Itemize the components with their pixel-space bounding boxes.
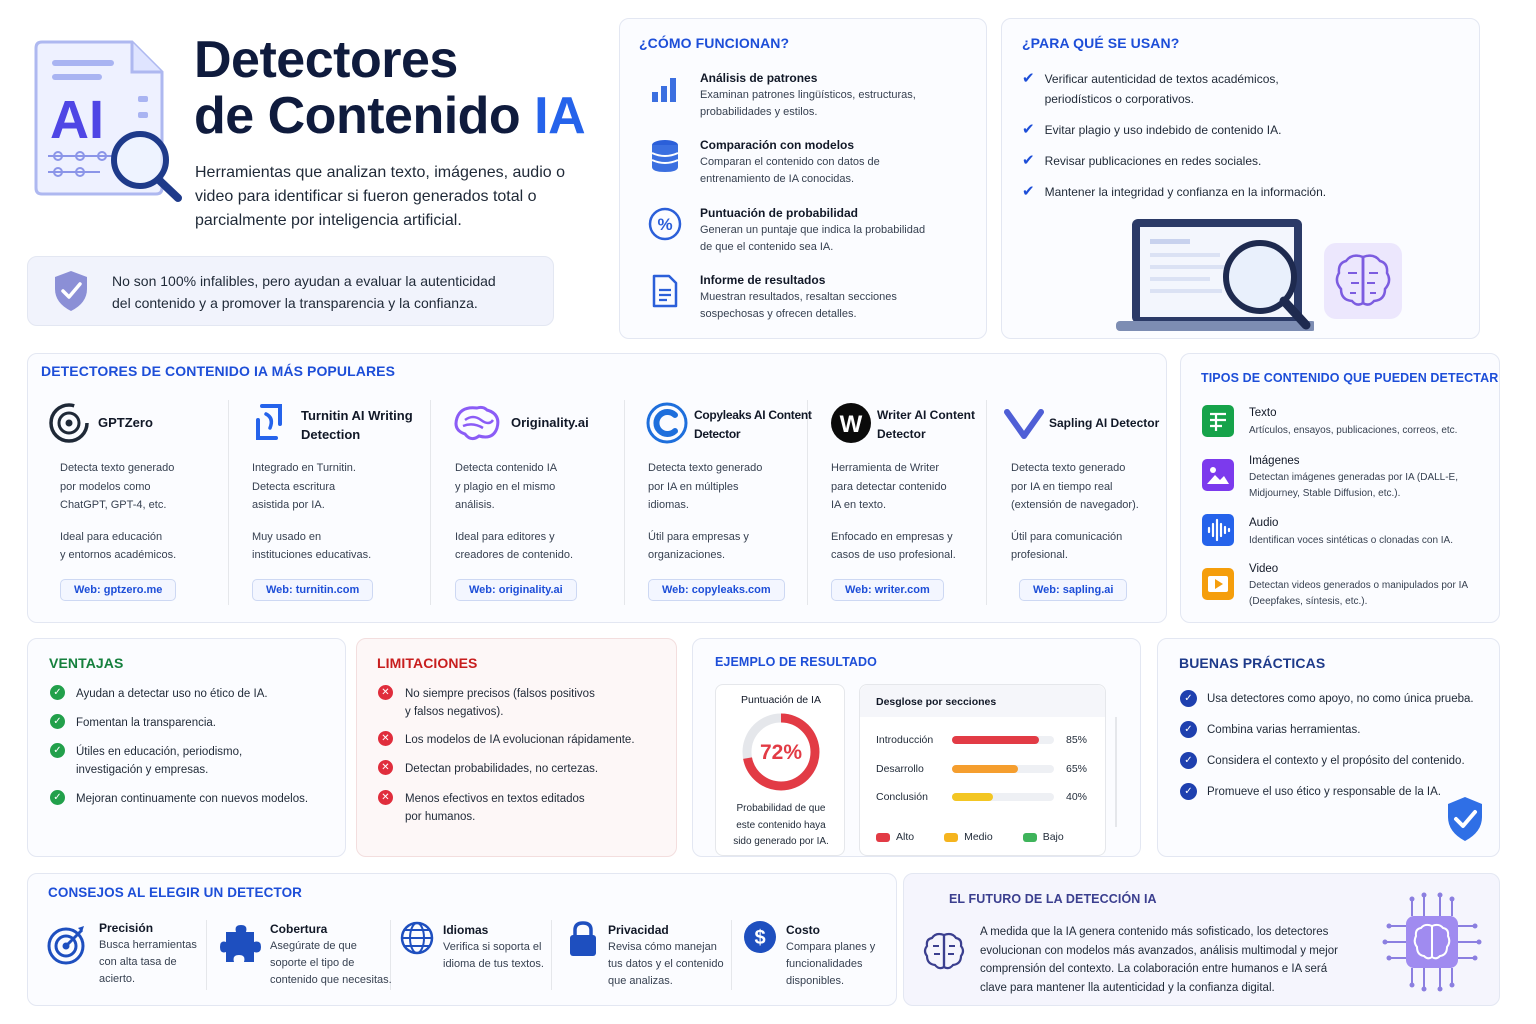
best-line: Usa detectores como apoyo, no como única prueba. [1207, 692, 1474, 705]
tool-desc-line: asistida por IA. [252, 499, 325, 511]
type-line: Midjourney, Stable Diffusion, etc.). [1249, 488, 1401, 499]
how-item [700, 272, 897, 323]
popular-title: DETECTORES DE CONTENIDO IA MÁS POPULARES [41, 363, 396, 379]
web-link-gptzero[interactable]: Web: gptzero.me [60, 579, 176, 601]
type-item [1249, 405, 1457, 439]
pros-item [50, 790, 308, 808]
web-link-originality[interactable]: Web: originality.ai [455, 579, 577, 601]
how-it-works-card [619, 18, 987, 339]
pros-item [50, 685, 268, 703]
copyleaks-logo-icon [646, 402, 688, 444]
tool-use-line: Útil para empresas y [648, 530, 749, 543]
web-link-sapling[interactable]: Web: sapling.ai [1019, 579, 1127, 601]
how-item-line: Comparan el contenido con datos de [700, 156, 880, 168]
how-item [700, 137, 880, 188]
green-check-icon: ✓ [50, 743, 65, 758]
breakdown-bar-fill [952, 765, 1018, 773]
uses-item [1022, 151, 1261, 171]
tip-title: Idiomas [443, 923, 489, 937]
advantages-card [27, 638, 346, 857]
best-item [1180, 783, 1441, 800]
tool-desc-line: para detectar contenido [831, 480, 947, 493]
tool-use-line: casos de uso profesional. [831, 549, 956, 561]
cons-title: LIMITACIONES [377, 655, 478, 671]
pros-title: VENTAJAS [49, 655, 124, 671]
tool-use-line: Útil para comunicación [1011, 530, 1123, 543]
uses-item [1022, 182, 1326, 202]
example-title: EJEMPLO DE RESULTADO [715, 655, 877, 669]
pros-line: Útiles en educación, periodismo, [76, 746, 243, 758]
tool-name [694, 406, 812, 444]
type-item [1249, 515, 1453, 549]
how-title: ¿CÓMO FUNCIONAN? [639, 35, 790, 51]
tool-name-line: Turnitin AI Writing [301, 408, 413, 423]
pros-item [50, 743, 242, 779]
legend [876, 831, 1064, 843]
how-item-line: Generan un puntaje que indica la probabilidad [700, 224, 926, 236]
hero-description-line: video para identificar si fueron generados total o [195, 188, 537, 205]
hero-description-line: parcialmente por inteligencia artificial. [195, 212, 462, 229]
web-link-turnitin[interactable]: Web: turnitin.com [252, 579, 373, 601]
tip-line: tus datos y el contenido [608, 958, 724, 970]
checkmark-icon: ✔ [1022, 152, 1035, 169]
tip-item [443, 922, 544, 973]
text-doc-icon [1202, 405, 1234, 437]
future-text [980, 923, 1338, 997]
tip-title: Precisión [99, 921, 154, 935]
tool-desc-line: Detecta texto generado [1011, 462, 1126, 474]
types-title: TIPOS DE CONTENIDO QUE PUEDEN DETECTAR [1201, 371, 1499, 385]
tool-desc-line: Detecta texto generado [648, 462, 763, 474]
how-item-title: Análisis de patrones [700, 71, 818, 85]
tool-use-line: Muy usado en [252, 530, 322, 543]
pros-line: Fomentan la transparencia. [76, 717, 216, 729]
type-line: (Deepfakes, síntesis, etc.). [1249, 596, 1368, 607]
type-line: Artículos, ensayos, publicaciones, correos, etc. [1249, 425, 1458, 436]
legend-label: Bajo [1042, 831, 1064, 843]
tip-line: acierto. [99, 973, 136, 985]
panel-divider [1115, 717, 1117, 827]
cons-line: Menos efectivos en textos editados [405, 793, 585, 805]
tool-use-line: organizaciones. [648, 549, 726, 561]
future-card [903, 873, 1500, 1006]
breakdown-panel [859, 684, 1106, 856]
tip-line: funcionalidades [786, 958, 863, 970]
tool-desc-line: Herramienta de Writer [831, 462, 939, 474]
tool-desc-line: ChatGPT, GPT-4, etc. [60, 499, 167, 511]
tool-desc-line: Detecta escritura [252, 480, 336, 493]
legend-item [1023, 831, 1064, 843]
type-item [1249, 561, 1468, 610]
tool-name [511, 414, 589, 432]
tip-item [270, 921, 392, 989]
tool-name [98, 414, 153, 432]
breakdown-value: 85% [1066, 734, 1088, 746]
how-item-line: de que el contenido sea IA. [700, 241, 834, 253]
tip-line: que analizas. [608, 975, 673, 987]
originality-logo-icon [453, 404, 501, 442]
tool-use-line: Ideal para educación [60, 530, 163, 543]
tip-line: Asegúrate de que [270, 940, 357, 952]
example-result-card [692, 638, 1141, 857]
tool-description [648, 459, 762, 565]
cons-item [378, 760, 598, 778]
score-label: Puntuación de IA [741, 694, 821, 706]
tool-name-line: Sapling AI Detector [1049, 416, 1160, 430]
how-item [700, 205, 925, 256]
tool-desc-line: idiomas. [648, 499, 689, 511]
cons-item [378, 685, 595, 721]
tool-desc-line: IA en texto. [831, 499, 887, 511]
image-icon [1202, 459, 1234, 491]
legend-label: Medio [964, 831, 993, 843]
breakdown-row: Conclusión [876, 791, 928, 803]
score-caption-line: Probabilidad de que [736, 803, 826, 814]
cons-line: Los modelos de IA evolucionan rápidamente. [405, 734, 635, 746]
breakdown-bar-fill [952, 793, 993, 801]
tool-name-line: Detector [694, 427, 741, 441]
breakdown-row: Introducción [876, 734, 934, 746]
tool-desc-line: Detecta texto generado [60, 462, 175, 474]
cons-line: por humanos. [405, 811, 476, 823]
tool-name-line: Detection [301, 427, 361, 442]
tip-item [608, 922, 724, 990]
how-item-line: probabilidades y estilos. [700, 106, 818, 118]
cons-line: Detectan probabilidades, no certezas. [405, 763, 599, 775]
svg-text:$: $ [754, 927, 766, 949]
red-x-icon: ✕ [378, 760, 393, 775]
tool-use-line: instituciones educativas. [252, 549, 372, 561]
how-item [700, 70, 916, 121]
writer-logo-icon [830, 402, 872, 444]
breakdown-title: Desglose por secciones [876, 696, 997, 708]
green-check-icon: ✓ [50, 790, 65, 805]
database-icon [650, 139, 680, 173]
hero-description-line: Herramientas que analizan texto, imágenes, audio o [195, 164, 565, 181]
shield-check-icon [1445, 795, 1485, 843]
puzzle-icon [220, 922, 262, 964]
blue-check-icon: ✓ [1180, 752, 1197, 769]
hero-description [195, 161, 565, 233]
checkmark-icon: ✔ [1022, 121, 1035, 138]
future-line: comprensión del contexto. La colaboración entre humanos e IA será [980, 963, 1328, 975]
tip-line: soporte el tipo de [270, 957, 355, 969]
tip-title: Privacidad [608, 923, 669, 937]
type-line: Detectan imágenes generadas por IA (DALL-E, [1249, 472, 1459, 483]
type-line: Identifican voces sintéticas o clonadas con IA. [1249, 535, 1454, 546]
type-title: Video [1249, 563, 1279, 575]
breakdown-bar-fill [952, 736, 1039, 744]
hero-note-line: No son 100% infalibles, pero ayudan a evaluar la autenticidad [112, 273, 496, 289]
tip-line: Compara planes y [786, 941, 876, 953]
score-caption-line: sido generado por IA. [733, 836, 829, 847]
future-title: EL FUTURO DE LA DETECCIÓN IA [949, 892, 1157, 906]
sapling-logo-icon [1004, 408, 1044, 440]
best-item [1180, 721, 1360, 738]
best-item [1180, 690, 1474, 707]
pros-line: investigación y empresas. [76, 764, 209, 776]
uses-line: Mantener la integridad y confianza en la información. [1044, 185, 1327, 199]
hero-note-box [27, 256, 554, 326]
type-title: Imágenes [1249, 455, 1300, 467]
tool-name-line: Copyleaks AI Content [694, 408, 812, 422]
svg-text:W: W [839, 411, 863, 438]
document-icon [651, 274, 679, 308]
best-item [1180, 752, 1465, 769]
breakdown-value: 40% [1066, 791, 1088, 803]
shield-check-icon [52, 269, 90, 313]
hero-title-part-b: IA [534, 87, 586, 145]
type-title: Audio [1249, 517, 1279, 529]
green-check-icon: ✓ [50, 714, 65, 729]
svg-text:%: % [657, 215, 673, 234]
uses-line: Revisar publicaciones en redes sociales. [1044, 154, 1262, 168]
future-line: evolucionan con modelos más avanzados, análisis multimodal y mejor [980, 944, 1338, 957]
how-item-line: entrenamiento de IA conocidas. [700, 173, 855, 185]
how-item-line: Muestran resultados, resaltan secciones [700, 291, 897, 303]
web-link-copyleaks[interactable]: Web: copyleaks.com [648, 579, 785, 601]
red-x-icon: ✕ [378, 731, 393, 746]
breakdown-value: 65% [1066, 763, 1088, 775]
dollar-icon [743, 920, 777, 954]
lock-icon [567, 920, 599, 958]
tool-description [1011, 459, 1139, 565]
pros-line: Ayudan a detectar uso no ético de IA. [76, 688, 268, 700]
how-item-title: Informe de resultados [700, 273, 826, 287]
tool-name-line: Detector [877, 427, 926, 441]
tool-use-line: profesional. [1011, 549, 1068, 561]
tool-description [455, 459, 573, 565]
bar-chart-icon [650, 74, 680, 104]
uses-line: periodísticos o corporativos. [1044, 92, 1194, 106]
green-check-icon: ✓ [50, 685, 65, 700]
tool-use-line: y entornos académicos. [60, 549, 177, 561]
tool-name [301, 406, 413, 444]
cons-line: y falsos negativos). [405, 706, 504, 718]
uses-title: ¿PARA QUÉ SE USAN? [1022, 35, 1180, 51]
tool-use-line: Enfocado en empresas y [831, 530, 953, 543]
gptzero-logo-icon [48, 402, 90, 444]
uses-item [1022, 69, 1279, 109]
audio-wave-icon [1202, 514, 1234, 546]
uses-item [1022, 120, 1281, 140]
hero-title-part-a: de Contenido [194, 87, 535, 145]
score-caption-line: este contenido haya [736, 819, 826, 831]
tool-desc-line: (extensión de navegador). [1011, 499, 1139, 511]
popular-detectors-card [27, 353, 1167, 623]
tool-desc-line: por IA en tiempo real [1011, 480, 1113, 493]
legend-label: Alto [896, 831, 915, 843]
video-play-icon [1202, 568, 1234, 600]
tool-desc-line: y plagio en el mismo [455, 480, 556, 493]
tool-desc-line: por modelos como [60, 480, 151, 493]
blue-check-icon: ✓ [1180, 783, 1197, 800]
tool-name [877, 406, 975, 444]
legend-item [876, 831, 914, 843]
ai-chip-brain-icon [1382, 892, 1482, 992]
tool-desc-line: Integrado en Turnitin. [252, 462, 356, 474]
tool-desc-line: por IA en múltiples [648, 480, 739, 493]
hero-note-line: del contenido y a promover la transparencia y la confianza. [112, 295, 478, 311]
laptop-magnifier-icon [1114, 215, 1314, 335]
tip-line: con alta tasa de [99, 956, 177, 968]
tip-line: idioma de tus textos. [443, 958, 544, 970]
type-title: Texto [1249, 407, 1277, 419]
best-line: Combina varias herramientas. [1207, 723, 1361, 736]
globe-icon [399, 920, 435, 956]
hero-title [194, 32, 585, 144]
score-gauge [740, 711, 822, 793]
tool-description [60, 459, 176, 565]
best-practices-card [1157, 638, 1500, 857]
web-link-writer[interactable]: Web: writer.com [831, 579, 944, 601]
tip-line: Verifica si soporta el [443, 941, 542, 953]
best-title: BUENAS PRÁCTICAS [1179, 655, 1326, 671]
tip-item [786, 922, 875, 990]
tip-title: Costo [786, 923, 820, 937]
uses-line: Evitar plagio y uso indebido de contenido IA. [1044, 123, 1282, 137]
tool-name-line: Originality.ai [511, 415, 589, 430]
tool-description [831, 459, 956, 565]
future-line: clave para mantener lla autenticidad y la confianza digital. [980, 981, 1275, 994]
legend-item [944, 831, 993, 843]
tip-line: disponibles. [786, 975, 845, 987]
cons-line: No siempre precisos (falsos positivos [405, 688, 595, 700]
target-icon [46, 924, 88, 966]
tool-desc-line: Detecta contenido IA [455, 462, 558, 474]
how-item-line: sospechosas y ofrecen detalles. [700, 308, 857, 320]
percent-icon [648, 207, 682, 241]
hero-title-line1: Detectores [194, 31, 458, 89]
tool-description [252, 459, 371, 565]
tool-use-line: creadores de contenido. [455, 549, 574, 561]
brain-circuit-icon [1324, 243, 1402, 319]
uses-card [1001, 18, 1480, 339]
limitations-card [356, 638, 677, 857]
future-line: A medida que la IA genera contenido más sofisticado, los detectores [980, 926, 1329, 938]
score-value: 72% [759, 741, 803, 764]
tips-card [27, 873, 897, 1006]
red-x-icon: ✕ [378, 790, 393, 805]
tip-title: Cobertura [270, 922, 328, 936]
hero-note-text [112, 270, 496, 314]
cons-item [378, 731, 635, 749]
best-line: Promueve el uso ético y responsable de la IA. [1207, 785, 1441, 798]
how-item-title: Puntuación de probabilidad [700, 206, 859, 220]
best-line: Considera el contexto y el propósito del contenido. [1207, 754, 1465, 767]
tool-name-line: Writer AI Content [877, 408, 975, 422]
checkmark-icon: ✔ [1022, 70, 1035, 87]
tool-name [1049, 414, 1159, 432]
breakdown-row: Desarrollo [876, 763, 924, 775]
pros-line: Mejoran continuamente con nuevos modelos. [76, 793, 309, 805]
checkmark-icon: ✔ [1022, 183, 1035, 200]
tip-line: contenido que necesitas. [270, 974, 392, 986]
tool-use-line: Ideal para editores y [455, 530, 555, 543]
content-types-card [1180, 353, 1500, 623]
red-x-icon: ✕ [378, 685, 393, 700]
hero-title-line2 [194, 88, 585, 144]
tool-name-line: GPTZero [98, 415, 153, 430]
tip-line: Revisa cómo manejan [608, 941, 717, 953]
blue-check-icon: ✓ [1180, 690, 1197, 707]
tip-item [99, 920, 197, 988]
brain-icon [922, 929, 966, 973]
how-item-title: Comparación con modelos [700, 138, 855, 152]
blue-check-icon: ✓ [1180, 721, 1197, 738]
type-line: Detectan videos generados o manipulados por IA [1249, 580, 1469, 591]
pros-item [50, 714, 216, 732]
turnitin-logo-icon [254, 402, 288, 444]
tips-title: CONSEJOS AL ELEGIR UN DETECTOR [48, 885, 303, 900]
tool-desc-line: análisis. [455, 499, 495, 511]
logo-text: AI [50, 90, 104, 150]
cons-item [378, 790, 585, 826]
uses-line: Verificar autenticidad de textos académicos, [1044, 72, 1279, 86]
type-item [1249, 453, 1458, 502]
tip-line: Busca herramientas [99, 939, 197, 951]
score-caption [716, 801, 846, 851]
how-item-line: Examinan patrones lingüísticos, estructuras, [700, 89, 916, 101]
ai-document-magnifier-icon [28, 38, 184, 204]
score-panel [715, 684, 845, 856]
